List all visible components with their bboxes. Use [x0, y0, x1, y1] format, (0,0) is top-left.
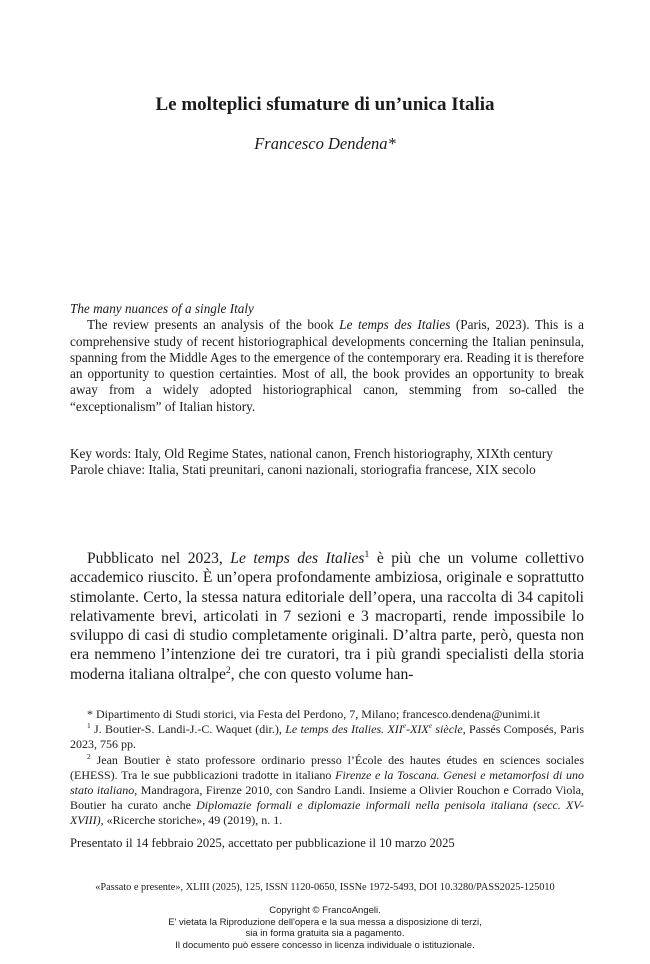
footnote-1 — [70, 722, 584, 752]
body-text-part: Pubblicato nel 2023, — [87, 550, 231, 567]
footnote-2 — [70, 753, 584, 829]
english-abstract — [70, 301, 584, 415]
copyright-notice — [0, 905, 650, 951]
body-text-part: è più che un volume collettivo accademico riuscito. È un’opera profondamente ambiziosa, originale e soprattutto stimolante. Certo, la stessa natura editoriale dell’opera, una raccolta di 34 capitoli relativamente brevi, articolati in 7 sezioni e 3 macroparti, rende impossibile lo sviluppo di casi di studio completamente originali. D’altra parte, però, questa non era nemmeno l’intenzione dei tre curatori, tra i più grandi specialisti della storia moderna italiana oltralpe — [70, 550, 584, 683]
footnotes — [70, 707, 584, 829]
abstract-title: The many nuances of a single Italy — [70, 301, 254, 316]
footnote-mark: 2 — [87, 751, 91, 761]
body-text — [70, 549, 584, 684]
body-book-title: Le temps des Italies — [230, 550, 365, 567]
book-title-part: Le temps des Italies. XII — [285, 722, 403, 737]
footnote-text: , «Ricerche storiche», 49 (2019), n. 1. — [100, 813, 283, 828]
book-title-part: siècle — [432, 722, 463, 737]
keywords-it: Parole chiave: Italia, Stati preunitari, canoni nazionali, storiografia francese, XIX secolo — [70, 462, 536, 478]
abstract-text-part: (Paris, 2023). This is a comprehensive study of recent historiographical developments concerning the Italian peninsula, spanning from the Middle Ages to the emergence of the contemporary era. Reading it is therefore an opportunity to question certainties. Most of all, the book provides an opportunity to break away from a widely adopted historiographical canon, stemming from so-called the “exceptionalism” of Italian history. — [70, 317, 585, 414]
article-title: Le molteplici sfumature di un’unica Italia — [155, 94, 495, 115]
footnote-text: Jean Boutier è stato professore ordinario presso l’École des hautes études en sciences sociales (EHESS). Tra le sue pubblicazioni tradotte in italiano — [70, 752, 584, 782]
footnote-ref-1[interactable]: 1 — [364, 548, 370, 560]
author-name: Francesco Dendena* — [254, 134, 396, 153]
abstract-text-part: The review presents an analysis of the book — [87, 317, 340, 333]
book-title-sup: e — [428, 721, 433, 731]
footnote-affiliation: * Dipartimento di Studi storici, via Festa del Perdono, 7, Milano; francesco.dendena@unimi.it — [87, 707, 540, 721]
footnote-text: , Passés Composés, Paris 2023, 756 pp. — [70, 722, 585, 752]
book-title-sup: e — [402, 721, 407, 731]
footnote-mark: 1 — [87, 721, 91, 731]
copyright-line: Il documento può essere concesso in licenza individuale o istituzionale. — [175, 939, 475, 951]
body-text-part: , che con questo volume han- — [230, 665, 414, 683]
copyright-line: Copyright © FrancoAngeli. — [269, 905, 381, 916]
book-title-part: -XIX — [406, 722, 429, 737]
footnote-book-title — [285, 722, 463, 736]
footnote-text: J. Boutier-S. Landi-J.-C. Waquet (dir.), — [90, 722, 286, 737]
footnote-text: , Mandragora, Firenze 2010, con Sandro Landi. Insieme a Olivier Rouchon e Corrado Viola, Boutier ha curato anche — [70, 783, 584, 813]
copyright-line: E' vietata la Riproduzione dell'opera e la sua messa a disposizione di terzi, — [168, 916, 482, 928]
keywords-en: Key words: Italy, Old Regime States, national canon, French historiography, XIXth century — [70, 446, 553, 461]
keywords-block — [70, 446, 584, 479]
footnote-book-title: Firenze e la Toscana. Genesi e metamorfosi di uno stato italiano — [70, 767, 585, 798]
footnote-ref-2[interactable]: 2 — [225, 664, 231, 676]
copyright-line: sia in forma gratuita sia a pagamento. — [245, 928, 405, 940]
submission-dates: Presentato il 14 febbraio 2025, accettato per pubblicazione il 10 marzo 2025 — [70, 836, 455, 850]
abstract-book-title: Le temps des Italies — [339, 317, 451, 333]
abstract-text — [70, 317, 584, 415]
footnote-book-title: Diplomazie formali e diplomazie informali nella penisola italiana (secc. XV-XVIII) — [70, 798, 585, 828]
body-paragraph — [70, 549, 584, 684]
journal-citation: «Passato e presente», XLIII (2025), 125, ISSN 1120-0650, ISSNe 1972-5493, DOI 10.3280/PASS2025-125010 — [95, 882, 555, 893]
